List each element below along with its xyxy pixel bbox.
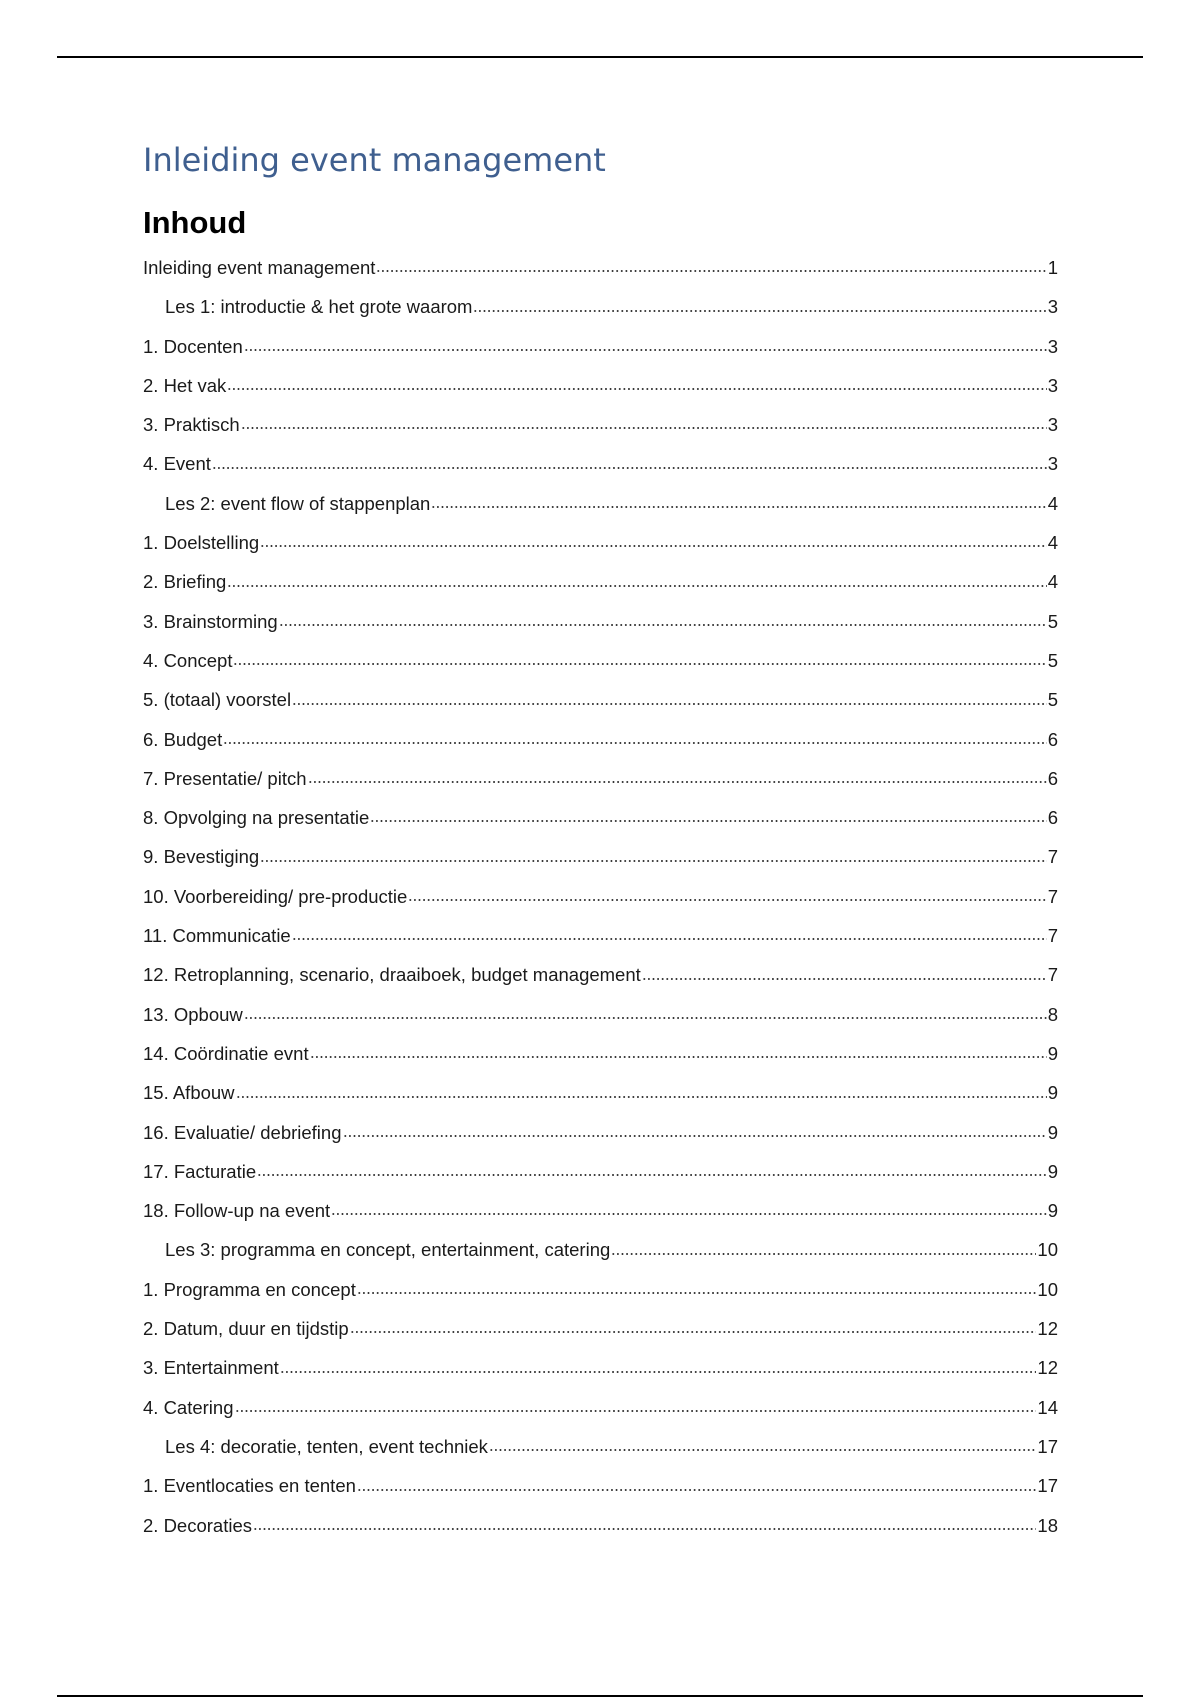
- toc-entry-page-number: 9: [1047, 1082, 1058, 1104]
- toc-entry-label: Inleiding event management: [143, 257, 376, 278]
- toc-entry-label: 2. Het vak: [143, 374, 227, 396]
- toc-entry[interactable]: [143, 680, 1058, 719]
- toc-dot-leader: [236, 1096, 1047, 1098]
- toc-entry-page-number: 3: [1047, 296, 1058, 318]
- toc-entry[interactable]: [143, 248, 1058, 287]
- toc-entry[interactable]: [143, 720, 1058, 759]
- toc-entry[interactable]: [143, 1309, 1058, 1348]
- toc-dot-leader: [642, 978, 1047, 980]
- table-of-contents: [143, 248, 1058, 1545]
- toc-entry[interactable]: [143, 1466, 1058, 1505]
- toc-entry-page-number: 7: [1047, 925, 1058, 947]
- toc-entry-label: Les 3: programma en concept, entertainment, catering: [165, 1239, 611, 1261]
- toc-entry[interactable]: [143, 1348, 1058, 1387]
- toc-dot-leader: [343, 1135, 1047, 1137]
- toc-entry-label: 11. Communicatie: [143, 925, 291, 947]
- toc-entry-label: 1. Docenten: [143, 335, 243, 357]
- toc-dot-leader: [376, 270, 1046, 272]
- toc-dot-leader: [260, 860, 1046, 862]
- toc-entry-label: 18. Follow-up na event: [143, 1200, 331, 1222]
- toc-entry[interactable]: [143, 405, 1058, 444]
- toc-dot-leader: [431, 506, 1046, 508]
- toc-heading: Inhoud: [143, 205, 247, 240]
- toc-dot-leader: [241, 427, 1047, 429]
- toc-entry-page-number: 4: [1047, 571, 1058, 593]
- toc-entry[interactable]: [143, 1427, 1058, 1466]
- toc-entry[interactable]: [143, 1073, 1058, 1112]
- toc-dot-leader: [292, 703, 1047, 705]
- toc-dot-leader: [408, 899, 1046, 901]
- toc-entry[interactable]: [143, 366, 1058, 405]
- toc-dot-leader: [292, 938, 1047, 940]
- toc-entry-page-number: 5: [1047, 610, 1058, 632]
- toc-entry[interactable]: [143, 837, 1058, 876]
- toc-dot-leader: [244, 349, 1047, 351]
- toc-entry[interactable]: [143, 1506, 1058, 1545]
- toc-dot-leader: [233, 663, 1046, 665]
- toc-entry-page-number: 7: [1047, 885, 1058, 907]
- toc-dot-leader: [357, 1489, 1037, 1491]
- toc-dot-leader: [235, 1410, 1037, 1412]
- toc-entry-page-number: 7: [1047, 846, 1058, 868]
- toc-entry-label: 13. Opbouw: [143, 1003, 243, 1025]
- toc-dot-leader: [473, 310, 1046, 312]
- toc-dot-leader: [331, 1213, 1047, 1215]
- toc-entry-label: 3. Brainstorming: [143, 610, 278, 632]
- toc-entry-label: 5. (totaal) voorstel: [143, 689, 292, 711]
- toc-dot-leader: [279, 624, 1047, 626]
- toc-entry-page-number: 17: [1037, 1435, 1058, 1457]
- toc-entry[interactable]: [143, 916, 1058, 955]
- toc-dot-leader: [227, 388, 1046, 390]
- toc-entry[interactable]: [143, 798, 1058, 837]
- toc-entry-page-number: 9: [1047, 1042, 1058, 1064]
- toc-entry-label: 1. Eventlocaties en tenten: [143, 1475, 356, 1497]
- toc-entry-label: 2. Briefing: [143, 571, 227, 593]
- toc-entry[interactable]: [143, 523, 1058, 562]
- toc-entry-label: 4. Concept: [143, 649, 233, 671]
- toc-entry-label: 3. Praktisch: [143, 414, 240, 436]
- toc-entry-page-number: 9: [1047, 1160, 1058, 1182]
- toc-dot-leader: [357, 1292, 1037, 1294]
- toc-entry-page-number: 5: [1047, 689, 1058, 711]
- toc-dot-leader: [212, 467, 1047, 469]
- toc-entry[interactable]: [143, 602, 1058, 641]
- toc-dot-leader: [308, 781, 1047, 783]
- toc-entry-label: 17. Facturatie: [143, 1160, 257, 1182]
- toc-entry-label: 7. Presentatie/ pitch: [143, 767, 307, 789]
- toc-entry-page-number: 9: [1047, 1200, 1058, 1222]
- toc-entry-label: 9. Bevestiging: [143, 846, 260, 868]
- toc-dot-leader: [611, 1253, 1036, 1255]
- toc-entry-page-number: 8: [1047, 1003, 1058, 1025]
- toc-dot-leader: [489, 1449, 1036, 1451]
- toc-entry-page-number: 5: [1047, 649, 1058, 671]
- toc-entry-label: 1. Doelstelling: [143, 532, 260, 554]
- toc-dot-leader: [280, 1371, 1037, 1373]
- document-title: Inleiding event management: [143, 141, 606, 179]
- toc-entry-page-number: 10: [1037, 1239, 1058, 1261]
- toc-entry-page-number: 3: [1047, 374, 1058, 396]
- toc-entry-page-number: 3: [1047, 453, 1058, 475]
- toc-entry-page-number: 3: [1047, 414, 1058, 436]
- toc-entry[interactable]: [143, 327, 1058, 366]
- toc-entry[interactable]: [143, 1191, 1058, 1230]
- toc-entry-label: Les 4: decoratie, tenten, event techniek: [165, 1435, 488, 1457]
- toc-entry[interactable]: [143, 484, 1058, 523]
- toc-entry[interactable]: [143, 877, 1058, 916]
- toc-entry[interactable]: [143, 995, 1058, 1034]
- toc-dot-leader: [253, 1528, 1036, 1530]
- toc-entry-label: 14. Coördinatie evnt: [143, 1042, 309, 1064]
- toc-dot-leader: [223, 742, 1047, 744]
- toc-dot-leader: [227, 585, 1046, 587]
- toc-entry-label: 15. Afbouw: [143, 1082, 235, 1104]
- toc-entry-label: Les 1: introductie & het grote waarom: [165, 296, 473, 318]
- toc-entry-label: 1. Programma en concept: [143, 1278, 356, 1300]
- toc-entry-page-number: 4: [1047, 492, 1058, 514]
- toc-entry-page-number: 3: [1047, 335, 1058, 357]
- toc-entry-label: 12. Retroplanning, scenario, draaiboek, budget management: [143, 964, 641, 986]
- toc-entry[interactable]: [143, 759, 1058, 798]
- toc-dot-leader: [260, 545, 1047, 547]
- footer-rule: [57, 1695, 1143, 1697]
- toc-entry[interactable]: [143, 287, 1058, 326]
- toc-entry-page-number: 7: [1047, 964, 1058, 986]
- toc-entry-page-number: 1: [1047, 257, 1058, 278]
- toc-entry-page-number: 9: [1047, 1121, 1058, 1143]
- toc-entry[interactable]: [143, 444, 1058, 483]
- toc-dot-leader: [257, 1174, 1047, 1176]
- toc-dot-leader: [370, 820, 1046, 822]
- toc-entry-label: 2. Decoraties: [143, 1514, 252, 1536]
- toc-entry[interactable]: [143, 1152, 1058, 1191]
- toc-entry-label: Les 2: event flow of stappenplan: [165, 492, 431, 514]
- toc-entry-page-number: 12: [1037, 1357, 1058, 1379]
- toc-entry-label: 4. Event: [143, 453, 211, 475]
- toc-entry-label: 2. Datum, duur en tijdstip: [143, 1318, 349, 1340]
- toc-entry-label: 6. Budget: [143, 728, 223, 750]
- toc-entry-page-number: 6: [1047, 807, 1058, 829]
- toc-dot-leader: [310, 1056, 1047, 1058]
- toc-entry-label: 10. Voorbereiding/ pre-productie: [143, 885, 408, 907]
- toc-entry-label: 16. Evaluatie/ debriefing: [143, 1121, 342, 1143]
- toc-entry[interactable]: [143, 955, 1058, 994]
- document-page: [143, 135, 1058, 1545]
- toc-entry[interactable]: [143, 562, 1058, 601]
- toc-entry-label: 8. Opvolging na presentatie: [143, 807, 370, 829]
- toc-entry-page-number: 12: [1037, 1318, 1058, 1340]
- toc-entry-page-number: 17: [1037, 1475, 1058, 1497]
- toc-entry[interactable]: [143, 1270, 1058, 1309]
- toc-entry[interactable]: [143, 1230, 1058, 1269]
- toc-entry-label: 3. Entertainment: [143, 1357, 279, 1379]
- toc-entry[interactable]: [143, 1113, 1058, 1152]
- header-rule: [57, 56, 1143, 58]
- toc-entry-page-number: 18: [1037, 1514, 1058, 1536]
- toc-entry[interactable]: [143, 641, 1058, 680]
- toc-entry-page-number: 6: [1047, 767, 1058, 789]
- toc-entry-page-number: 4: [1047, 532, 1058, 554]
- toc-entry-page-number: 14: [1037, 1396, 1058, 1418]
- toc-entry-page-number: 6: [1047, 728, 1058, 750]
- toc-entry-label: 4. Catering: [143, 1396, 234, 1418]
- toc-entry[interactable]: [143, 1388, 1058, 1427]
- toc-dot-leader: [244, 1017, 1047, 1019]
- toc-dot-leader: [350, 1331, 1037, 1333]
- toc-entry-page-number: 10: [1037, 1278, 1058, 1300]
- toc-entry[interactable]: [143, 1034, 1058, 1073]
